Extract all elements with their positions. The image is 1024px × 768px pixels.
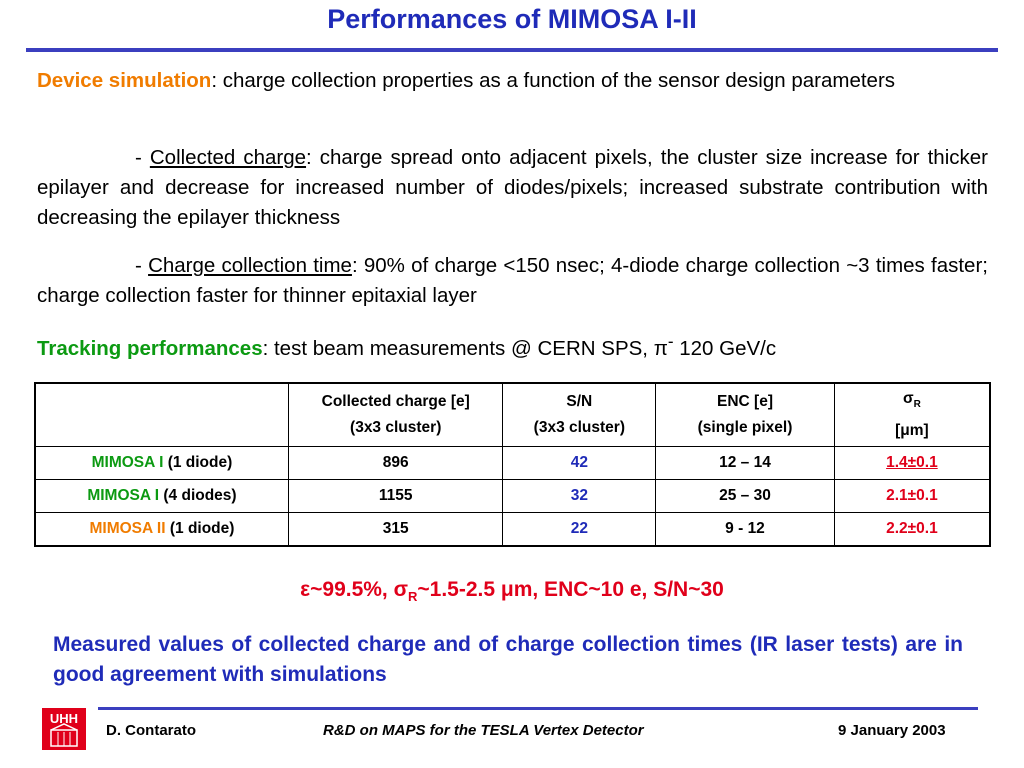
header-sn: S/N (3x3 cluster) <box>503 383 656 447</box>
university-logo-icon <box>42 708 86 750</box>
footer-talk-title: R&D on MAPS for the TESLA Vertex Detector <box>323 722 644 739</box>
header-empty <box>35 383 288 447</box>
collection-time-text: : 90% of charge <150 nsec; 4-diode charge collection ~3 times faster; charge collection faster for thinner epitaxial layer <box>37 254 988 307</box>
tracking-energy: 120 GeV/c <box>673 336 777 360</box>
footer-date: 9 January 2003 <box>838 722 946 739</box>
collected-charge-term: Collected charge <box>149 146 307 169</box>
cell-enc: 12 – 14 <box>656 447 835 480</box>
cell-sn: 42 <box>503 447 656 480</box>
row-label: MIMOSA II (1 diode) <box>35 513 288 547</box>
svg-text:UHH: UHH <box>49 711 79 726</box>
header-enc: ENC [e] (single pixel) <box>656 383 835 447</box>
title-divider <box>26 48 998 52</box>
device-simulation-text: : charge collection properties as a function of the sensor design parameters <box>211 69 896 92</box>
table-row <box>35 480 990 513</box>
cell-sigma: 2.1±0.1 <box>834 480 990 513</box>
performance-table <box>34 382 991 547</box>
cell-enc: 9 - 12 <box>656 513 835 547</box>
cell-sigma: 2.2±0.1 <box>834 513 990 547</box>
table-row <box>35 447 990 480</box>
pi-symbol: π <box>653 336 668 360</box>
collection-time-dash: - <box>135 254 149 277</box>
tracking-text: : test beam measurements @ CERN SPS, <box>262 336 654 360</box>
header-sigma-r: $\sigma_R$ [μm] <box>834 383 990 447</box>
collected-charge-paragraph <box>37 143 988 233</box>
cell-charge: 315 <box>288 513 503 547</box>
cell-enc: 25 – 30 <box>656 480 835 513</box>
table-row <box>35 513 990 547</box>
footer-divider <box>98 707 978 710</box>
header-collected-charge: Collected charge [e] (3x3 cluster) <box>288 383 503 447</box>
cell-charge: 896 <box>288 447 503 480</box>
summary-line: ε~99.5%, $\sigma_R\sim 1.5-2.5$ μm, ENC~10 e, S/N~30 <box>300 578 724 605</box>
footer-author: D. Contarato <box>106 722 196 739</box>
collected-charge-text: : charge spread onto adjacent pixels, the cluster size increase for thicker epilayer and decrease for increased number of diodes/pixels; increased substrate contribution with decreasing the epilayer thickness <box>37 146 988 229</box>
conclusion-text: Measured values of collected charge and of charge collection times (IR laser tests) are in good agreement with simulations <box>53 633 963 686</box>
cell-sigma: 1.4±0.1 <box>834 447 990 480</box>
cell-sn: 22 <box>503 513 656 547</box>
tracking-heading: Tracking performances <box>37 336 263 360</box>
pi-superscript: - <box>667 332 674 351</box>
row-label: MIMOSA I (4 diodes) <box>35 480 288 513</box>
device-simulation-paragraph <box>37 66 988 96</box>
cell-charge: 1155 <box>288 480 503 513</box>
tracking-paragraph <box>37 327 988 364</box>
collection-time-term: Charge collection time <box>148 254 352 277</box>
cell-sn: 32 <box>503 480 656 513</box>
collected-charge-dash: - <box>135 146 150 169</box>
row-label: MIMOSA I (1 diode) <box>35 447 288 480</box>
table-header-row <box>35 383 990 447</box>
device-simulation-heading: Device simulation <box>37 69 212 92</box>
collection-time-paragraph <box>37 251 988 311</box>
page-title: Performances of MIMOSA I-II <box>327 4 697 34</box>
